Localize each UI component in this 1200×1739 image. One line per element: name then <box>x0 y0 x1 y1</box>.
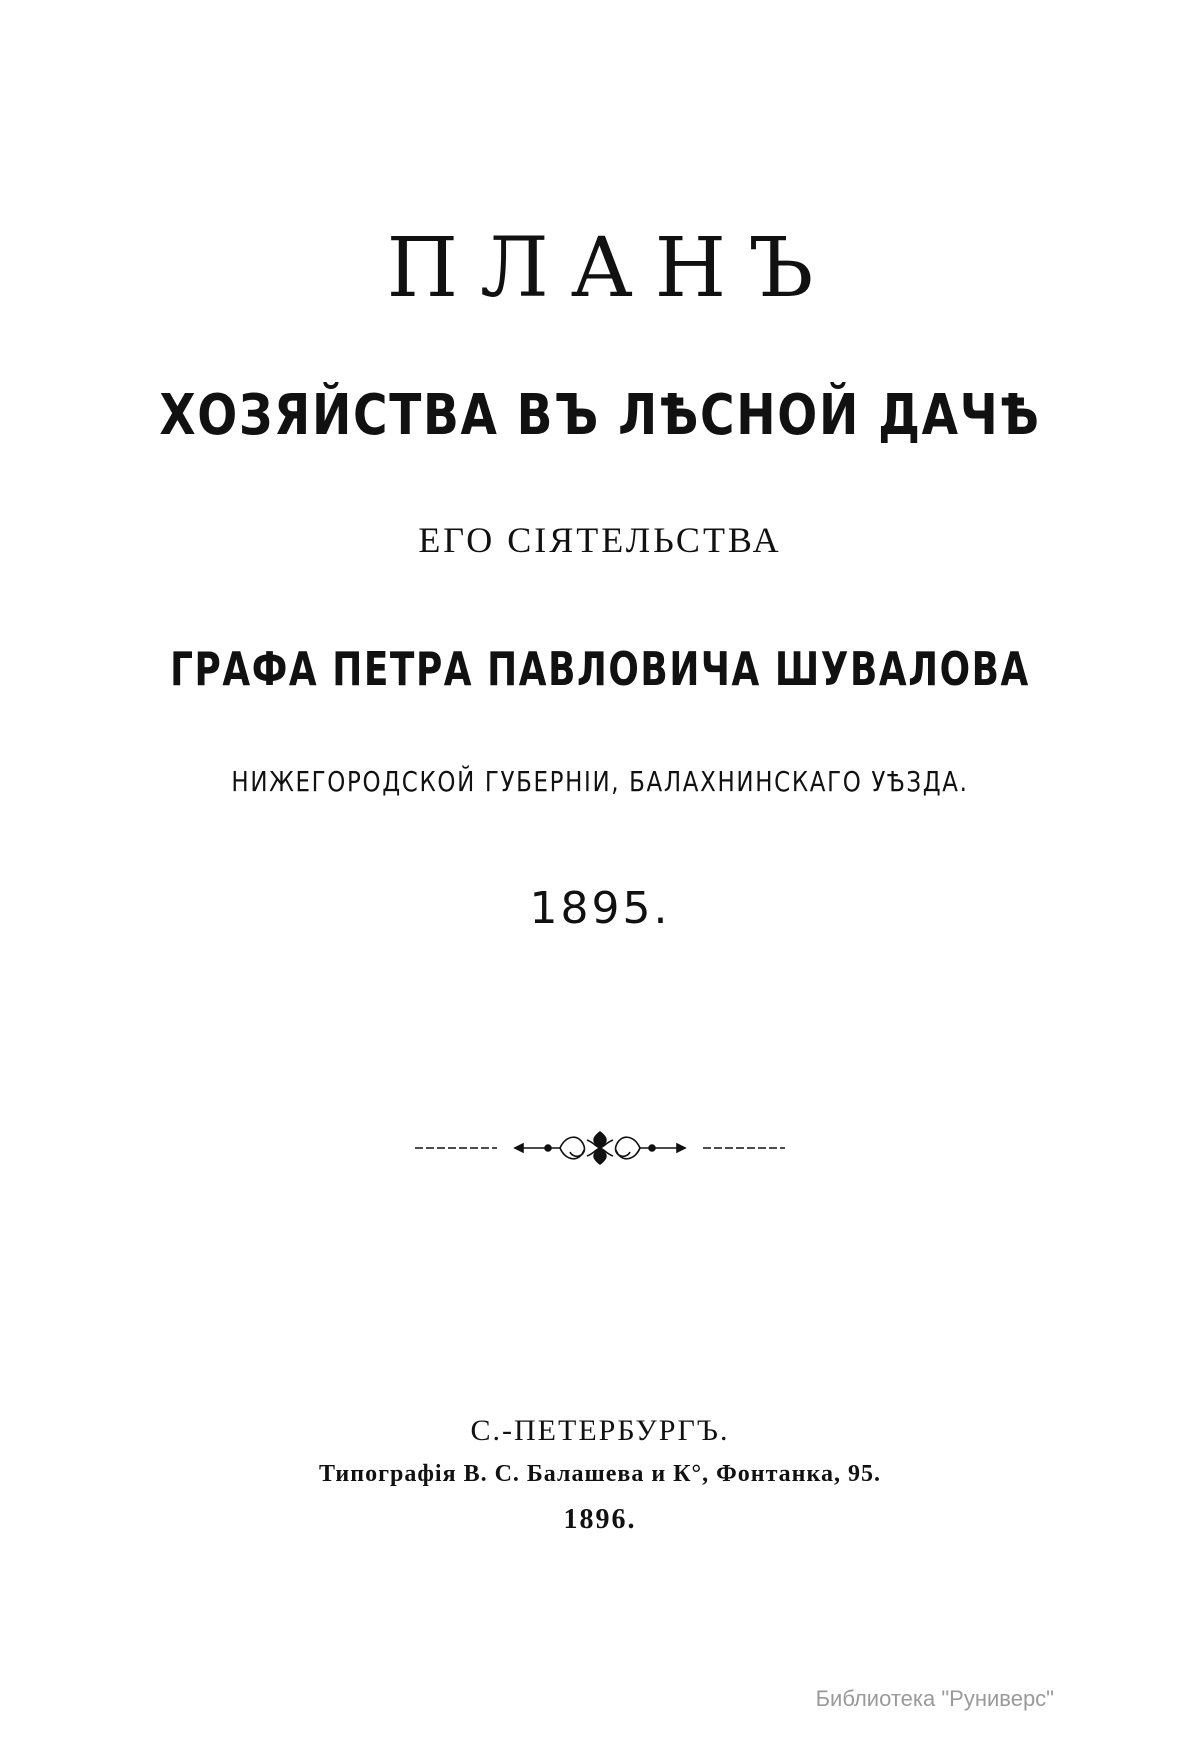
honorific-line: ЕГО СIЯТЕЛЬСТВА <box>418 520 782 560</box>
plan-year: 1895. <box>529 883 671 934</box>
imprint-city: С.-ПЕТЕРБУРГЪ. <box>470 1414 730 1447</box>
book-title: ПЛАНЪ <box>386 221 836 316</box>
imprint-printer: Типографiя В. С. Балашева и К°, Фонтанка, 95. <box>319 1461 881 1487</box>
book-subtitle: ХОЗЯЙСТВА ВЪ ЛѢСНОЙ ДАЧѢ <box>159 383 1041 448</box>
library-watermark: Библиотека "Руниверс" <box>815 1686 1054 1711</box>
imprint-year: 1896. <box>563 1504 637 1535</box>
ornament-divider <box>415 1128 785 1168</box>
owner-name: ГРАФА ПЕТРА ПАВЛОВИЧА ШУВАЛОВА <box>170 642 1030 696</box>
location-line: НИЖЕГОРОДСКОЙ ГУБЕРНIИ, БАЛАХНИНСКАГО УѢЗДА. <box>231 765 969 798</box>
